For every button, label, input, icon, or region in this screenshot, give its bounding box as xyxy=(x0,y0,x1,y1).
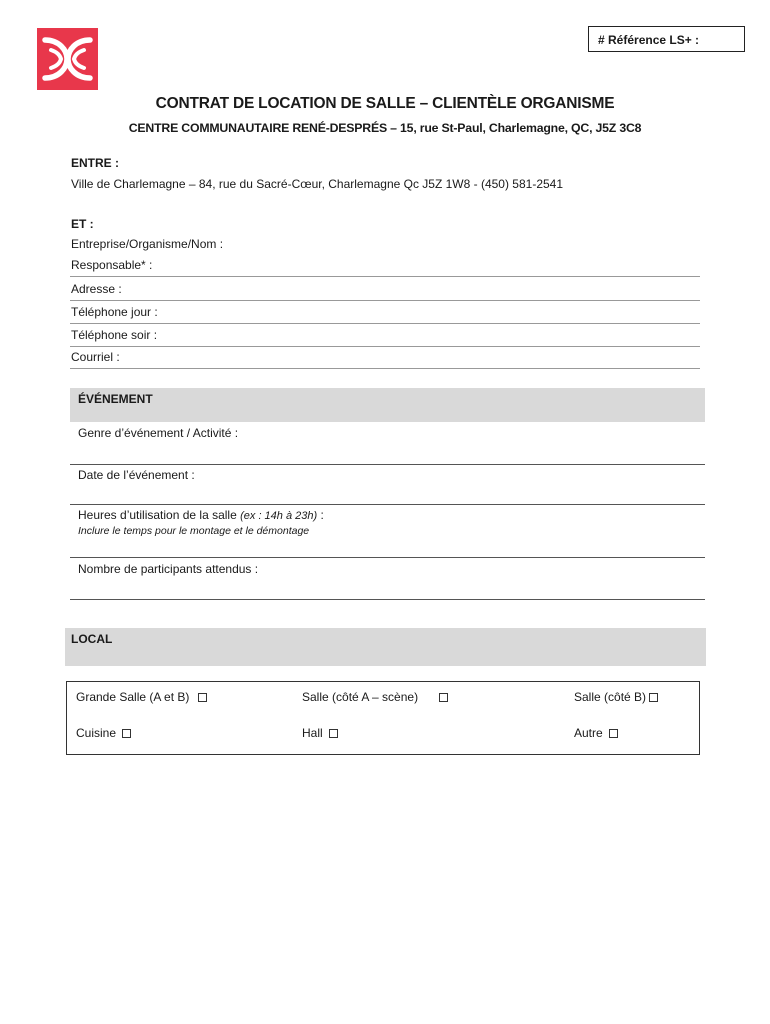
option-cuisine-label: Cuisine xyxy=(76,726,117,740)
option-salle-cote-a-label: Salle (côté A – scène) xyxy=(302,690,419,704)
field-date-evenement[interactable] xyxy=(70,464,705,505)
field-entreprise[interactable] xyxy=(70,235,700,255)
participants-label: Nombre de participants attendus : xyxy=(78,562,259,576)
field-adresse-label: Adresse : xyxy=(71,282,122,296)
field-telephone-soir-label: Téléphone soir : xyxy=(71,328,158,342)
evenement-header-label: ÉVÉNEMENT xyxy=(78,392,153,406)
option-salle-cote-b[interactable] xyxy=(574,690,658,704)
evenement-section-header xyxy=(70,388,705,422)
logo-mark-icon xyxy=(37,28,98,90)
heures-note: Inclure le temps pour le montage et le démontage xyxy=(78,525,310,537)
checkbox-cuisine[interactable] xyxy=(122,729,131,738)
field-telephone-soir[interactable] xyxy=(70,326,700,347)
option-autre-label: Autre xyxy=(574,726,603,740)
option-hall-label: Hall xyxy=(302,726,323,740)
field-nombre-participants[interactable] xyxy=(70,557,705,600)
field-telephone-jour[interactable] xyxy=(70,303,700,324)
field-responsable[interactable] xyxy=(70,256,700,277)
field-heures-utilisation[interactable] xyxy=(70,504,705,558)
city-logo xyxy=(37,28,98,90)
heures-label-line xyxy=(78,508,324,522)
document-subtitle: CENTRE COMMUNAUTAIRE RENÉ-DESPRÉS – 15, rue St-Paul, Charlemagne, QC, J5Z 3C8 xyxy=(128,121,642,135)
field-responsable-label: Responsable* : xyxy=(71,258,153,272)
local-header-label: LOCAL xyxy=(71,632,113,646)
entre-label: ENTRE : xyxy=(71,156,119,170)
checkbox-hall[interactable] xyxy=(329,729,338,738)
reference-label: # Référence LS+ : xyxy=(598,33,700,47)
field-telephone-jour-label: Téléphone jour : xyxy=(71,305,158,319)
option-salle-cote-b-label: Salle (côté B) xyxy=(574,690,647,704)
date-label: Date de l’événement : xyxy=(78,468,195,482)
field-courriel-label: Courriel : xyxy=(71,350,120,364)
et-label: ET : xyxy=(71,217,94,231)
heures-colon: : xyxy=(317,508,324,522)
option-autre[interactable] xyxy=(574,726,618,740)
reference-field[interactable] xyxy=(588,26,745,52)
local-section-header xyxy=(65,628,706,666)
option-grande-salle-label: Grande Salle (A et B) xyxy=(76,690,190,704)
entre-text: Ville de Charlemagne – 84, rue du Sacré-Cœur, Charlemagne Qc J5Z 1W8 - (450) 581-2541 xyxy=(71,177,564,191)
field-adresse[interactable] xyxy=(70,280,700,301)
heures-label: Heures d’utilisation de la salle xyxy=(78,508,237,522)
field-courriel[interactable] xyxy=(70,348,700,369)
heures-example: (ex : 14h à 23h) xyxy=(240,510,318,522)
document-title: CONTRAT DE LOCATION DE SALLE – CLIENTÈLE ORGANISME xyxy=(155,95,615,112)
field-entreprise-label: Entreprise/Organisme/Nom : xyxy=(71,237,224,251)
local-options-box xyxy=(66,681,700,755)
option-hall[interactable] xyxy=(302,726,338,740)
genre-label: Genre d’événement / Activité : xyxy=(78,426,239,440)
option-salle-cote-a[interactable] xyxy=(302,690,448,704)
checkbox-salle-cote-b[interactable] xyxy=(649,693,658,702)
checkbox-salle-cote-a[interactable] xyxy=(439,693,448,702)
checkbox-autre[interactable] xyxy=(609,729,618,738)
field-genre-evenement[interactable] xyxy=(70,422,705,465)
option-cuisine[interactable] xyxy=(76,726,131,740)
checkbox-grande-salle[interactable] xyxy=(198,693,207,702)
option-grande-salle[interactable] xyxy=(76,690,207,704)
